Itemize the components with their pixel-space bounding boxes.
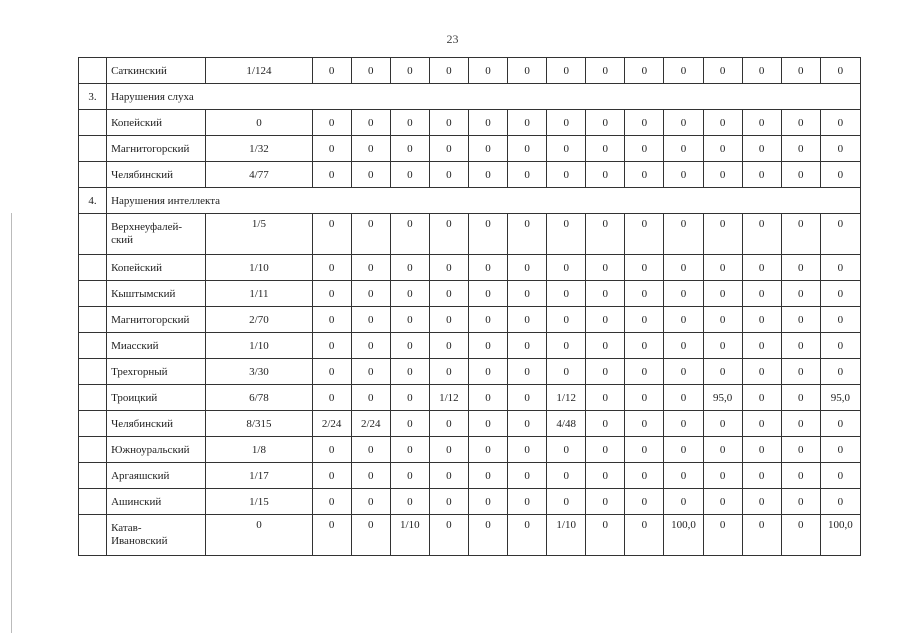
value-cell: 0 (468, 463, 507, 489)
value-cell: 0 (625, 333, 664, 359)
value-cell: 0 (703, 136, 742, 162)
value-cell: 0 (703, 214, 742, 255)
value-cell: 0 (312, 255, 351, 281)
value-cell: 0 (586, 437, 625, 463)
value-cell: 0 (742, 110, 781, 136)
value-cell: 0 (390, 437, 429, 463)
value-cell: 0 (625, 515, 664, 556)
value-cell: 0 (781, 411, 820, 437)
value-cell: 0 (664, 255, 703, 281)
district-name: Челябинский (107, 162, 206, 188)
value-cell: 0 (625, 359, 664, 385)
value-cell: 0 (820, 463, 860, 489)
value-cell: 0 (742, 463, 781, 489)
value-cell: 0 (351, 463, 390, 489)
value-cell: 0 (508, 359, 547, 385)
value-cell: 0 (429, 489, 468, 515)
value-cell: 0 (586, 255, 625, 281)
value-cell: 0 (508, 214, 547, 255)
table-row (79, 307, 861, 333)
value-cell: 0 (703, 411, 742, 437)
table-row (79, 333, 861, 359)
value-cell: 0 (820, 333, 860, 359)
ratio-cell: 1/5 (206, 214, 312, 255)
value-cell: 0 (351, 58, 390, 84)
row-index-cell (79, 359, 107, 385)
value-cell: 0 (781, 255, 820, 281)
value-cell: 0 (781, 359, 820, 385)
value-cell: 0 (508, 385, 547, 411)
value-cell: 0 (820, 214, 860, 255)
value-cell: 100,0 (664, 515, 703, 556)
value-cell: 0 (351, 333, 390, 359)
value-cell: 0 (742, 489, 781, 515)
value-cell: 0 (625, 463, 664, 489)
value-cell: 0 (586, 214, 625, 255)
value-cell: 0 (468, 307, 507, 333)
value-cell: 0 (781, 463, 820, 489)
value-cell: 0 (703, 255, 742, 281)
value-cell: 0 (820, 489, 860, 515)
value-cell: 0 (742, 437, 781, 463)
district-name: Аргаяшский (107, 463, 206, 489)
value-cell: 0 (312, 333, 351, 359)
value-cell: 0 (390, 281, 429, 307)
ratio-cell: 0 (206, 110, 312, 136)
value-cell: 0 (508, 136, 547, 162)
value-cell: 0 (429, 214, 468, 255)
value-cell: 0 (390, 411, 429, 437)
value-cell: 0 (820, 58, 860, 84)
value-cell: 0 (625, 110, 664, 136)
value-cell: 0 (625, 136, 664, 162)
value-cell: 0 (664, 463, 703, 489)
value-cell: 0 (468, 515, 507, 556)
value-cell: 0 (820, 281, 860, 307)
value-cell: 0 (625, 58, 664, 84)
value-cell: 0 (508, 162, 547, 188)
value-cell: 0 (664, 214, 703, 255)
value-cell: 0 (781, 437, 820, 463)
value-cell: 0 (664, 307, 703, 333)
value-cell: 0 (547, 333, 586, 359)
table-row (79, 214, 861, 255)
value-cell: 0 (586, 515, 625, 556)
value-cell: 0 (351, 307, 390, 333)
value-cell: 0 (547, 110, 586, 136)
district-name: Магнитогорский (107, 136, 206, 162)
ratio-cell: 3/30 (206, 359, 312, 385)
value-cell: 0 (703, 437, 742, 463)
table-row (79, 136, 861, 162)
value-cell: 0 (820, 162, 860, 188)
value-cell: 100,0 (820, 515, 860, 556)
district-name: Магнитогорский (107, 307, 206, 333)
value-cell: 0 (390, 463, 429, 489)
statistics-table (78, 57, 861, 556)
value-cell: 0 (547, 307, 586, 333)
value-cell: 0 (429, 333, 468, 359)
value-cell: 0 (703, 110, 742, 136)
value-cell: 0 (586, 136, 625, 162)
ratio-cell: 6/78 (206, 385, 312, 411)
value-cell: 0 (508, 110, 547, 136)
value-cell: 0 (508, 281, 547, 307)
row-index-cell (79, 333, 107, 359)
value-cell: 0 (703, 515, 742, 556)
row-index-cell (79, 463, 107, 489)
value-cell: 0 (781, 489, 820, 515)
value-cell: 0 (625, 489, 664, 515)
value-cell: 0 (312, 281, 351, 307)
value-cell: 0 (703, 489, 742, 515)
district-name: Саткинский (107, 58, 206, 84)
row-index-cell (79, 437, 107, 463)
row-index-cell (79, 489, 107, 515)
value-cell: 0 (390, 110, 429, 136)
value-cell: 0 (429, 359, 468, 385)
value-cell: 0 (586, 58, 625, 84)
row-index-cell (79, 281, 107, 307)
value-cell: 0 (351, 437, 390, 463)
row-index-cell (79, 307, 107, 333)
value-cell: 0 (703, 307, 742, 333)
table-row (79, 162, 861, 188)
value-cell: 0 (429, 281, 468, 307)
value-cell: 0 (312, 110, 351, 136)
value-cell: 0 (664, 136, 703, 162)
row-index-cell (79, 110, 107, 136)
row-index-cell (79, 411, 107, 437)
value-cell: 0 (703, 333, 742, 359)
value-cell: 0 (429, 136, 468, 162)
value-cell: 0 (547, 281, 586, 307)
value-cell: 0 (351, 214, 390, 255)
value-cell: 2/24 (312, 411, 351, 437)
value-cell: 0 (664, 162, 703, 188)
value-cell: 0 (312, 385, 351, 411)
value-cell: 0 (508, 307, 547, 333)
value-cell: 0 (312, 437, 351, 463)
value-cell: 0 (390, 214, 429, 255)
value-cell: 0 (351, 110, 390, 136)
value-cell: 0 (625, 307, 664, 333)
value-cell: 0 (390, 136, 429, 162)
value-cell: 0 (664, 281, 703, 307)
margin-line (11, 213, 12, 633)
value-cell: 0 (312, 136, 351, 162)
row-index-cell (79, 136, 107, 162)
value-cell: 0 (703, 359, 742, 385)
value-cell: 0 (820, 255, 860, 281)
table-row (79, 411, 861, 437)
value-cell: 0 (508, 489, 547, 515)
district-name: Ашинский (107, 489, 206, 515)
value-cell: 0 (351, 359, 390, 385)
value-cell: 0 (351, 136, 390, 162)
ratio-cell: 1/15 (206, 489, 312, 515)
value-cell: 0 (547, 58, 586, 84)
value-cell: 0 (351, 489, 390, 515)
value-cell: 0 (781, 136, 820, 162)
value-cell: 0 (508, 58, 547, 84)
value-cell: 0 (312, 515, 351, 556)
table-row (79, 281, 861, 307)
value-cell: 0 (664, 385, 703, 411)
district-name: Трехгорный (107, 359, 206, 385)
value-cell: 0 (742, 255, 781, 281)
value-cell: 0 (742, 162, 781, 188)
value-cell: 0 (429, 515, 468, 556)
value-cell: 0 (547, 162, 586, 188)
value-cell: 0 (351, 255, 390, 281)
value-cell: 1/12 (429, 385, 468, 411)
table-row (79, 515, 861, 556)
value-cell: 0 (664, 110, 703, 136)
value-cell: 0 (742, 281, 781, 307)
value-cell: 0 (586, 489, 625, 515)
table-row (79, 359, 861, 385)
value-cell: 0 (547, 214, 586, 255)
section-number: 3. (79, 84, 107, 110)
value-cell: 95,0 (820, 385, 860, 411)
table-body (79, 58, 861, 556)
district-name: Челябинский (107, 411, 206, 437)
value-cell: 0 (547, 463, 586, 489)
value-cell: 0 (820, 136, 860, 162)
value-cell: 0 (625, 385, 664, 411)
value-cell: 0 (742, 214, 781, 255)
value-cell: 0 (820, 110, 860, 136)
value-cell: 0 (547, 489, 586, 515)
value-cell: 0 (312, 214, 351, 255)
value-cell: 0 (508, 255, 547, 281)
value-cell: 0 (429, 58, 468, 84)
value-cell: 0 (508, 411, 547, 437)
value-cell: 0 (586, 307, 625, 333)
value-cell: 0 (664, 489, 703, 515)
section-row (79, 84, 861, 110)
value-cell: 0 (351, 281, 390, 307)
value-cell: 0 (312, 359, 351, 385)
value-cell: 0 (468, 281, 507, 307)
value-cell: 0 (586, 333, 625, 359)
section-row (79, 188, 861, 214)
value-cell: 0 (351, 515, 390, 556)
ratio-cell: 1/10 (206, 333, 312, 359)
row-index-cell (79, 255, 107, 281)
value-cell: 0 (390, 359, 429, 385)
table-row (79, 437, 861, 463)
value-cell: 0 (625, 162, 664, 188)
value-cell: 95,0 (703, 385, 742, 411)
value-cell: 0 (625, 255, 664, 281)
district-name: Верхнеуфалей- ский (107, 214, 206, 255)
row-index-cell (79, 515, 107, 556)
value-cell: 0 (586, 281, 625, 307)
value-cell: 0 (703, 463, 742, 489)
value-cell: 0 (429, 162, 468, 188)
value-cell: 0 (468, 359, 507, 385)
section-title: Нарушения слуха (107, 84, 861, 110)
value-cell: 0 (547, 437, 586, 463)
value-cell: 4/48 (547, 411, 586, 437)
value-cell: 0 (781, 385, 820, 411)
row-index-cell (79, 162, 107, 188)
ratio-cell: 0 (206, 515, 312, 556)
value-cell: 0 (703, 58, 742, 84)
value-cell: 0 (586, 385, 625, 411)
value-cell: 0 (781, 58, 820, 84)
table-row (79, 110, 861, 136)
value-cell: 0 (586, 411, 625, 437)
value-cell: 0 (820, 307, 860, 333)
value-cell: 0 (390, 385, 429, 411)
ratio-cell: 4/77 (206, 162, 312, 188)
value-cell: 0 (742, 333, 781, 359)
value-cell: 0 (586, 162, 625, 188)
section-number: 4. (79, 188, 107, 214)
value-cell: 0 (468, 58, 507, 84)
value-cell: 0 (429, 307, 468, 333)
section-title: Нарушения интеллекта (107, 188, 861, 214)
value-cell: 0 (742, 58, 781, 84)
value-cell: 0 (312, 307, 351, 333)
value-cell: 0 (468, 385, 507, 411)
district-name: Копейский (107, 110, 206, 136)
value-cell: 0 (468, 136, 507, 162)
value-cell: 0 (820, 411, 860, 437)
value-cell: 0 (312, 489, 351, 515)
value-cell: 0 (390, 333, 429, 359)
value-cell: 0 (312, 463, 351, 489)
district-name: Южноуральский (107, 437, 206, 463)
value-cell: 0 (781, 307, 820, 333)
value-cell: 1/10 (390, 515, 429, 556)
value-cell: 0 (664, 411, 703, 437)
value-cell: 0 (429, 110, 468, 136)
value-cell: 0 (508, 463, 547, 489)
value-cell: 0 (312, 162, 351, 188)
ratio-cell: 1/32 (206, 136, 312, 162)
ratio-cell: 1/10 (206, 255, 312, 281)
row-index-cell (79, 214, 107, 255)
value-cell: 0 (468, 214, 507, 255)
district-name: Троицкий (107, 385, 206, 411)
value-cell: 0 (742, 307, 781, 333)
value-cell: 0 (547, 136, 586, 162)
table-row (79, 463, 861, 489)
value-cell: 0 (820, 437, 860, 463)
value-cell: 0 (312, 58, 351, 84)
page-number: 23 (446, 32, 459, 46)
value-cell: 0 (742, 359, 781, 385)
table-row (79, 58, 861, 84)
value-cell: 0 (586, 463, 625, 489)
value-cell: 0 (390, 489, 429, 515)
value-cell: 0 (742, 136, 781, 162)
value-cell: 0 (468, 489, 507, 515)
value-cell: 0 (703, 281, 742, 307)
value-cell: 0 (664, 58, 703, 84)
value-cell: 0 (390, 255, 429, 281)
value-cell: 0 (664, 333, 703, 359)
value-cell: 0 (390, 58, 429, 84)
value-cell: 0 (664, 359, 703, 385)
value-cell: 0 (429, 255, 468, 281)
ratio-cell: 1/11 (206, 281, 312, 307)
value-cell: 0 (586, 110, 625, 136)
row-index-cell (79, 58, 107, 84)
value-cell: 0 (742, 411, 781, 437)
table-row (79, 255, 861, 281)
value-cell: 0 (781, 110, 820, 136)
value-cell: 0 (781, 333, 820, 359)
value-cell: 0 (781, 214, 820, 255)
value-cell: 0 (468, 255, 507, 281)
value-cell: 0 (781, 515, 820, 556)
value-cell: 0 (351, 162, 390, 188)
value-cell: 0 (547, 359, 586, 385)
value-cell: 2/24 (351, 411, 390, 437)
value-cell: 0 (625, 411, 664, 437)
value-cell: 0 (351, 385, 390, 411)
row-index-cell (79, 385, 107, 411)
value-cell: 0 (547, 255, 586, 281)
value-cell: 0 (625, 437, 664, 463)
value-cell: 1/10 (547, 515, 586, 556)
ratio-cell: 1/17 (206, 463, 312, 489)
value-cell: 0 (429, 411, 468, 437)
district-name: Кыштымский (107, 281, 206, 307)
ratio-cell: 2/70 (206, 307, 312, 333)
value-cell: 0 (390, 162, 429, 188)
value-cell: 0 (625, 281, 664, 307)
value-cell: 0 (742, 385, 781, 411)
value-cell: 0 (664, 437, 703, 463)
value-cell: 0 (703, 162, 742, 188)
ratio-cell: 8/315 (206, 411, 312, 437)
value-cell: 0 (390, 307, 429, 333)
ratio-cell: 1/124 (206, 58, 312, 84)
value-cell: 0 (468, 333, 507, 359)
value-cell: 0 (586, 359, 625, 385)
table-row (79, 489, 861, 515)
district-name: Копейский (107, 255, 206, 281)
table-row (79, 385, 861, 411)
value-cell: 0 (781, 281, 820, 307)
value-cell: 1/12 (547, 385, 586, 411)
value-cell: 0 (468, 437, 507, 463)
value-cell: 0 (508, 333, 547, 359)
value-cell: 0 (625, 214, 664, 255)
value-cell: 0 (820, 359, 860, 385)
value-cell: 0 (429, 463, 468, 489)
district-name: Катав- Ивановский (107, 515, 206, 556)
value-cell: 0 (429, 437, 468, 463)
value-cell: 0 (742, 515, 781, 556)
district-name: Миасский (107, 333, 206, 359)
value-cell: 0 (781, 162, 820, 188)
value-cell: 0 (468, 110, 507, 136)
value-cell: 0 (468, 162, 507, 188)
value-cell: 0 (508, 437, 547, 463)
ratio-cell: 1/8 (206, 437, 312, 463)
value-cell: 0 (468, 411, 507, 437)
value-cell: 0 (508, 515, 547, 556)
